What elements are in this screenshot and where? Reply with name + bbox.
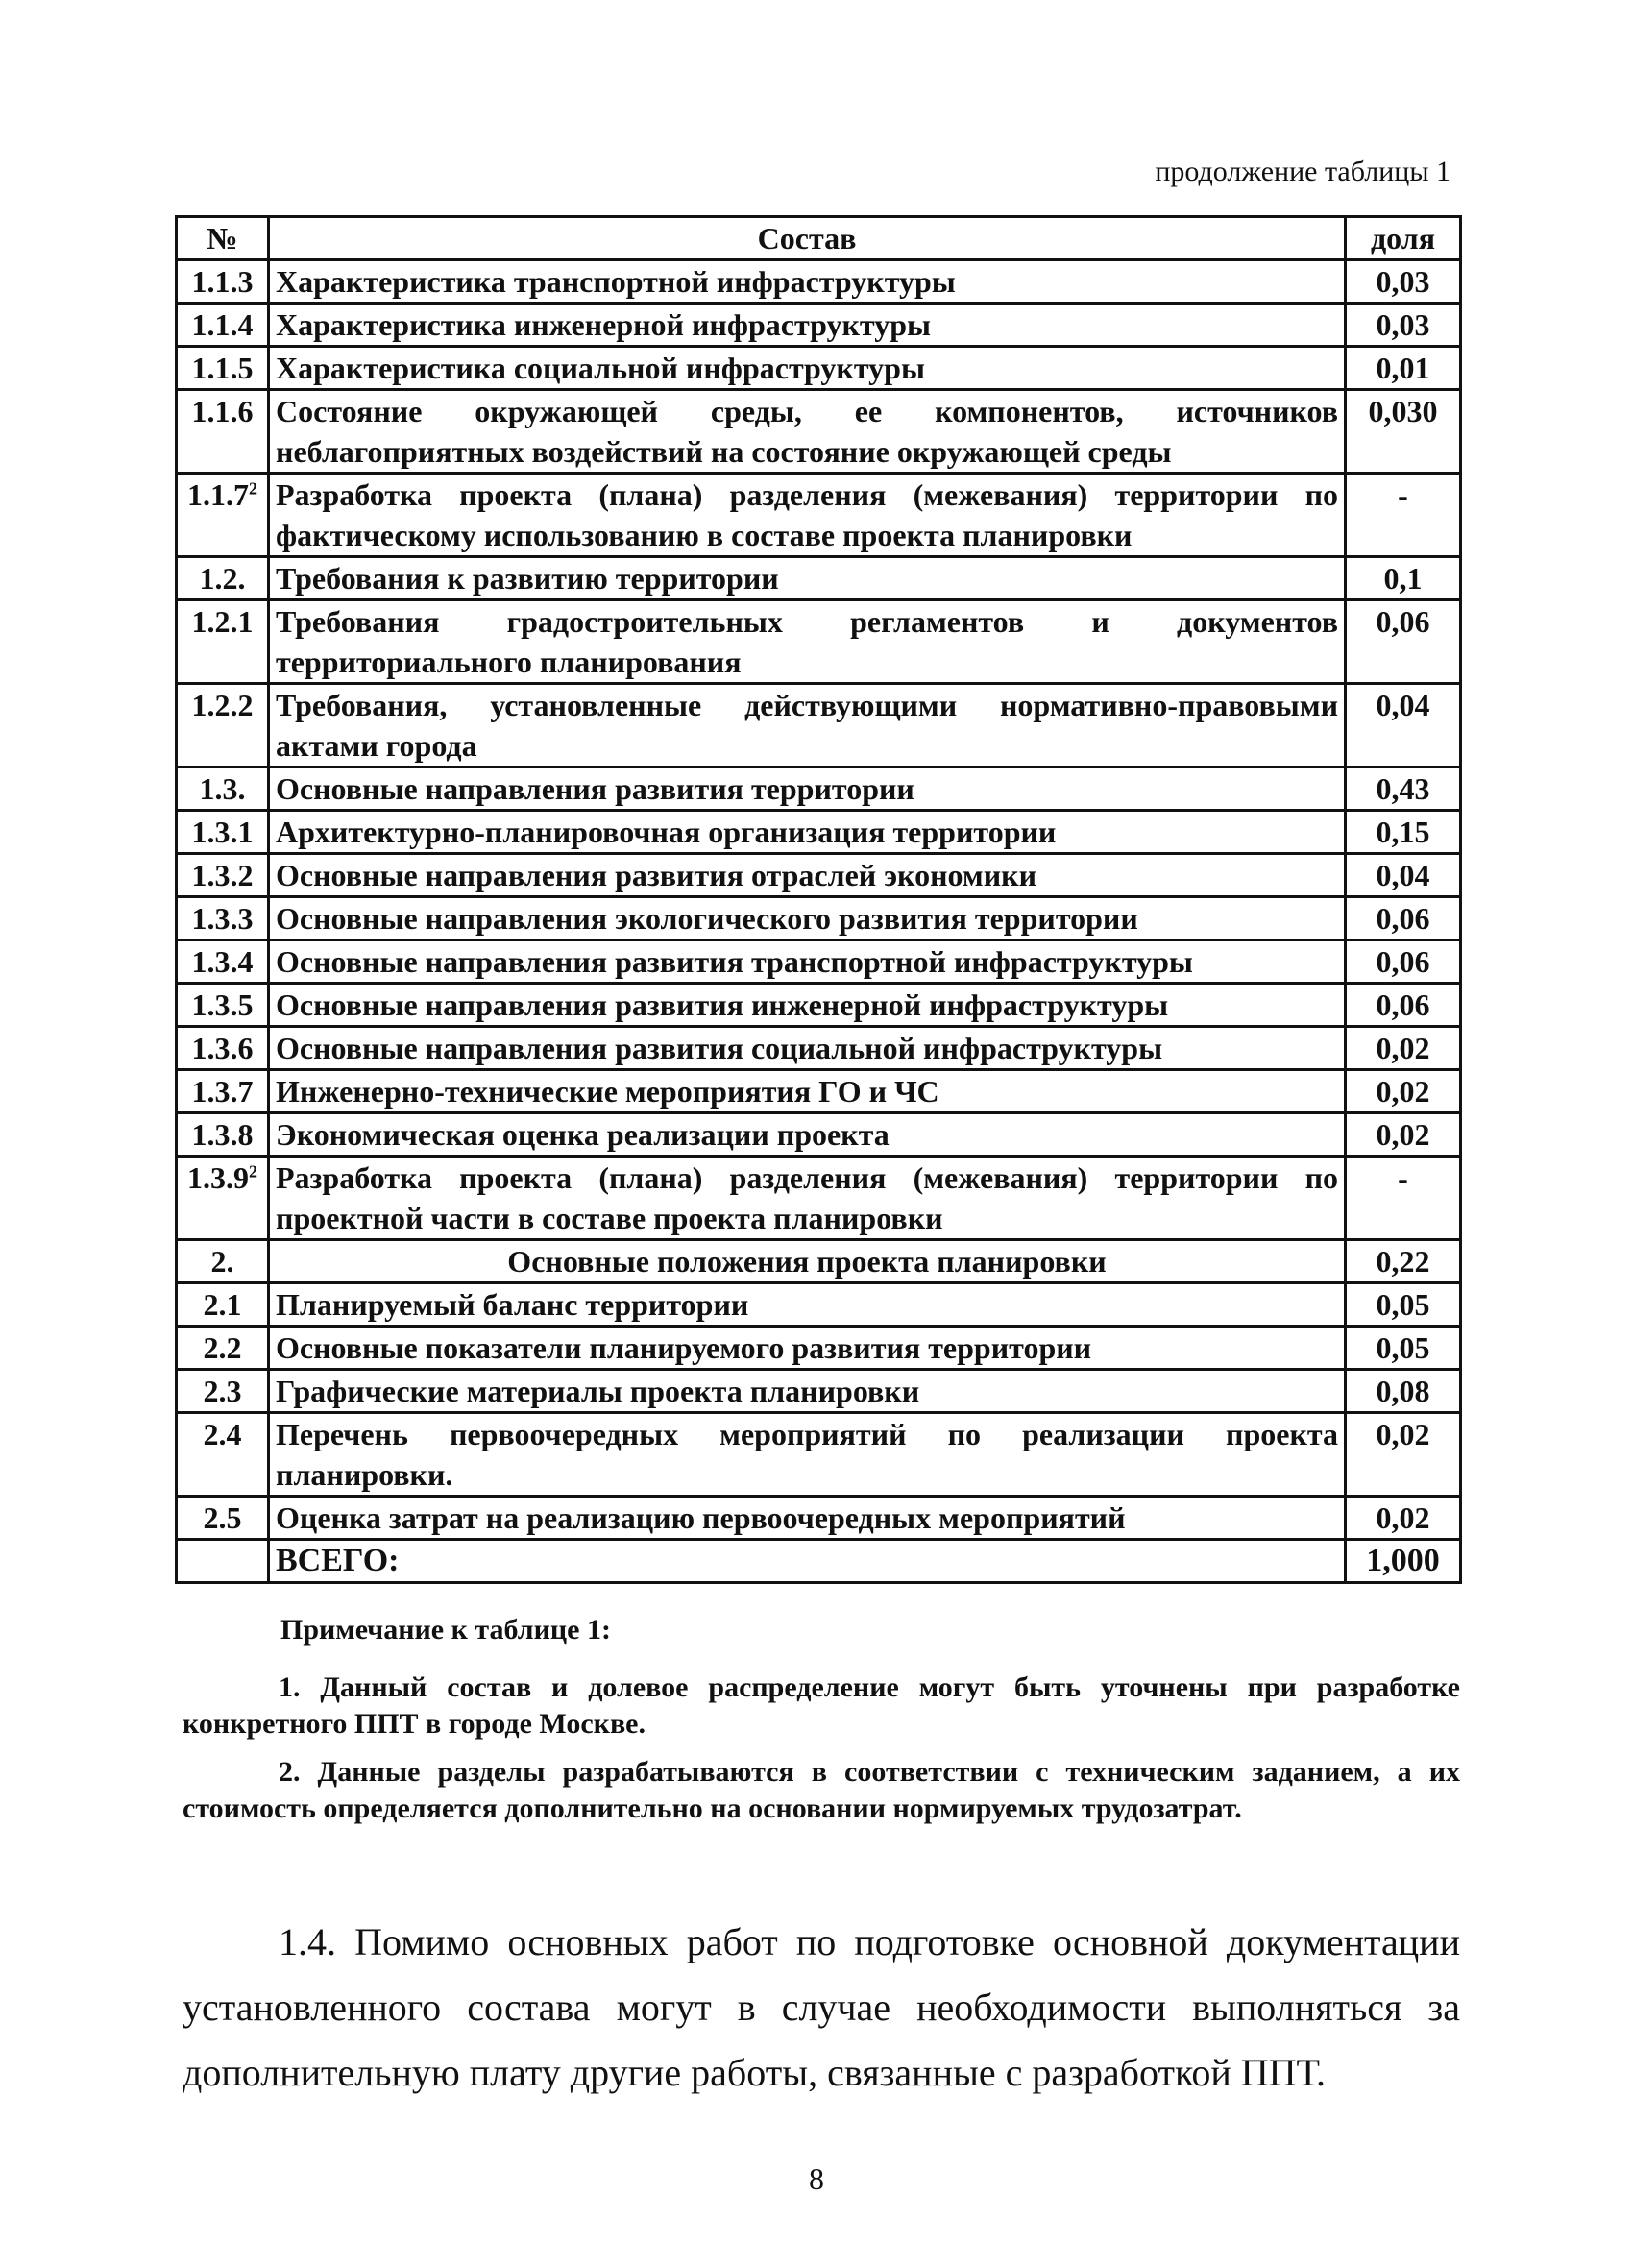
table-row [177, 684, 1461, 768]
row-share: 0,02 [1346, 1070, 1461, 1113]
row-number-text: 1.3.5 [191, 988, 254, 1022]
body-paragraph: 1.4. Помимо основных работ по подготовке основной документации установленного состава могут в случае необходимости выполняться за дополнительную плату другие работы, связанные с разработкой ППТ. [183, 1920, 1460, 2094]
header-number: № [177, 217, 269, 260]
total-label: ВСЕГО: [269, 1540, 1346, 1583]
row-composition: Характеристика инженерной инфраструктуры [269, 304, 1346, 347]
row-number [177, 768, 269, 811]
row-composition: Разработка проекта (плана) разделения (межевания) территории по фактическому использованию в составе проекта планировки [269, 474, 1346, 557]
row-composition: Основные направления экологического развития территории [269, 897, 1346, 940]
row-share: 0,02 [1346, 1497, 1461, 1540]
table-row [177, 390, 1461, 474]
row-number [177, 260, 269, 304]
row-share: 0,04 [1346, 684, 1461, 768]
row-share: 0,03 [1346, 260, 1461, 304]
table-row [177, 304, 1461, 347]
row-share: 0,22 [1346, 1240, 1461, 1283]
table-row [177, 1113, 1461, 1157]
row-number [177, 940, 269, 984]
row-number-text: 1.3.8 [191, 1117, 254, 1152]
row-composition: Архитектурно-планировочная организация территории [269, 811, 1346, 854]
table-row [177, 600, 1461, 684]
row-number-text: 2.3 [203, 1374, 242, 1408]
footnote-mark: 2 [249, 478, 257, 499]
row-number [177, 1113, 269, 1157]
header-composition: Состав [269, 217, 1346, 260]
row-number-text: 1.3.3 [191, 901, 254, 936]
table-row [177, 474, 1461, 557]
row-share: 0,1 [1346, 557, 1461, 600]
table-body [177, 260, 1461, 1583]
note-item-1: 1. Данный состав и долевое распределение могут быть уточнены при разработке конкретного ППТ в городе Москве. [183, 1671, 1460, 1740]
row-composition: Основные направления развития социальной инфраструктуры [269, 1027, 1346, 1070]
row-composition: Состояние окружающей среды, ее компонентов, источников неблагоприятных воздействий на состояние окружающей среды [269, 390, 1346, 474]
row-number [177, 984, 269, 1027]
table-row [177, 347, 1461, 390]
row-number [177, 600, 269, 684]
row-number [177, 1370, 269, 1413]
row-number-text: 2.4 [203, 1417, 242, 1451]
row-number-text: 1.2.2 [191, 688, 254, 722]
row-number-text: 2.5 [203, 1500, 242, 1535]
row-share: - [1346, 1157, 1461, 1240]
table-row [177, 1413, 1461, 1497]
row-composition: Перечень первоочередных мероприятий по реализации проекта планировки. [269, 1413, 1346, 1497]
row-share: 0,05 [1346, 1283, 1461, 1327]
row-share: 0,08 [1346, 1370, 1461, 1413]
row-composition: Экономическая оценка реализации проекта [269, 1113, 1346, 1157]
row-composition: Инженерно-технические мероприятия ГО и ЧС [269, 1070, 1346, 1113]
note-title: Примечание к таблице 1: [280, 1614, 611, 1646]
row-composition: Основные направления развития территории [269, 768, 1346, 811]
row-composition: Основные направления развития инженерной инфраструктуры [269, 984, 1346, 1027]
row-share: 0,05 [1346, 1327, 1461, 1370]
row-share: 0,43 [1346, 768, 1461, 811]
row-composition: Характеристика социальной инфраструктуры [269, 347, 1346, 390]
row-share: 0,03 [1346, 304, 1461, 347]
row-share: 0,030 [1346, 390, 1461, 474]
table-row [177, 984, 1461, 1027]
table-header-row [177, 217, 1461, 260]
row-composition: Графические материалы проекта планировки [269, 1370, 1346, 1413]
row-number-text: 1.2.1 [191, 604, 254, 639]
total-share: 1,000 [1346, 1540, 1461, 1583]
total-empty-cell [177, 1540, 269, 1583]
row-composition: Требования, установленные действующими нормативно-правовыми актами города [269, 684, 1346, 768]
row-composition: Основные показатели планируемого развития территории [269, 1327, 1346, 1370]
row-number [177, 1283, 269, 1327]
row-number [177, 557, 269, 600]
row-number [177, 854, 269, 897]
row-share: 0,06 [1346, 940, 1461, 984]
composition-table [175, 215, 1462, 1584]
row-number [177, 1027, 269, 1070]
row-number-text: 1.3.7 [191, 1074, 254, 1109]
row-share: 0,02 [1346, 1113, 1461, 1157]
table-row [177, 260, 1461, 304]
row-number-text: 1.3.6 [191, 1031, 254, 1065]
row-number [177, 1413, 269, 1497]
table-row [177, 1070, 1461, 1113]
row-number-text: 1.1.4 [191, 307, 254, 342]
header-share: доля [1346, 217, 1461, 260]
row-composition: Разработка проекта (плана) разделения (межевания) территории по проектной части в составе проекта планировки [269, 1157, 1346, 1240]
table-caption: продолжение таблицы 1 [1155, 156, 1450, 187]
row-share: - [1346, 474, 1461, 557]
row-number-text: 1.1.5 [191, 351, 254, 385]
row-share: 0,06 [1346, 984, 1461, 1027]
table-row [177, 897, 1461, 940]
table-row [177, 1370, 1461, 1413]
row-number [177, 1070, 269, 1113]
row-composition: Характеристика транспортной инфраструктуры [269, 260, 1346, 304]
row-number-text: 1.3.2 [191, 858, 254, 892]
row-composition: Требования к развитию территории [269, 557, 1346, 600]
table-row [177, 557, 1461, 600]
row-share: 0,02 [1346, 1413, 1461, 1497]
table-row [177, 1327, 1461, 1370]
row-number-text: 1.3.4 [191, 944, 254, 979]
note-item-2: 2. Данные разделы разрабатываются в соответствии с техническим заданием, а их стоимость определяется дополнительно на основании нормируемых трудозатрат. [183, 1756, 1460, 1824]
footnote-mark: 2 [249, 1161, 257, 1182]
row-number [177, 1157, 269, 1240]
table-row [177, 811, 1461, 854]
row-share: 0,06 [1346, 600, 1461, 684]
row-composition: Основные направления развития отраслей экономики [269, 854, 1346, 897]
row-number-text: 2.2 [203, 1330, 242, 1365]
row-composition: Требования градостроительных регламентов и документов территориального планирования [269, 600, 1346, 684]
row-share: 0,15 [1346, 811, 1461, 854]
row-number-text: 2.1 [203, 1287, 242, 1322]
table-total-row [177, 1540, 1461, 1583]
table-row [177, 1027, 1461, 1070]
table-row [177, 940, 1461, 984]
row-number-text: 1.3.1 [191, 815, 254, 849]
row-number-text: 1.1.7 [187, 477, 249, 512]
row-composition: Основные направления развития транспортной инфраструктуры [269, 940, 1346, 984]
page-number: 8 [809, 2161, 824, 2196]
row-number-text: 1.3. [199, 771, 246, 806]
row-composition: Оценка затрат на реализацию первоочередных мероприятий [269, 1497, 1346, 1540]
table-row [177, 1157, 1461, 1240]
table-row [177, 1497, 1461, 1540]
row-number-text: 1.3.9 [187, 1160, 249, 1195]
row-number-text: 2. [210, 1244, 234, 1279]
table-row [177, 1240, 1461, 1283]
row-number-text: 1.2. [199, 561, 246, 596]
row-number [177, 390, 269, 474]
table-row [177, 1283, 1461, 1327]
row-composition: Основные положения проекта планировки [269, 1240, 1346, 1283]
row-number [177, 474, 269, 557]
table-row [177, 768, 1461, 811]
row-composition: Планируемый баланс территории [269, 1283, 1346, 1327]
row-share: 0,06 [1346, 897, 1461, 940]
row-share: 0,02 [1346, 1027, 1461, 1070]
row-number [177, 811, 269, 854]
row-number [177, 1240, 269, 1283]
row-number [177, 1497, 269, 1540]
row-number [177, 684, 269, 768]
row-number [177, 1327, 269, 1370]
row-number [177, 304, 269, 347]
row-number-text: 1.1.3 [191, 264, 254, 299]
row-number-text: 1.1.6 [191, 394, 254, 428]
row-share: 0,04 [1346, 854, 1461, 897]
table-row [177, 854, 1461, 897]
row-share: 0,01 [1346, 347, 1461, 390]
row-number [177, 347, 269, 390]
row-number [177, 897, 269, 940]
